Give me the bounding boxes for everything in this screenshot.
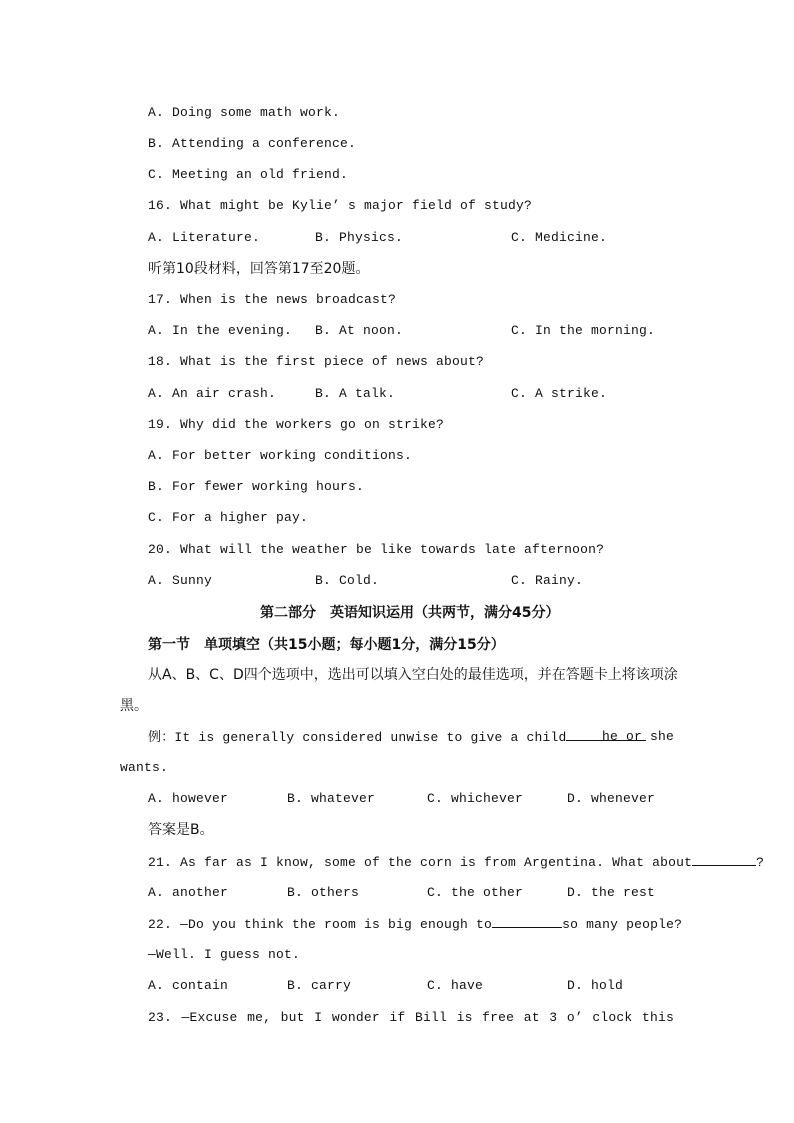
q17-option-b: B. At noon. [315,323,404,338]
q21-question [148,853,764,872]
q15-option-a: A. Doing some math work. [148,105,341,120]
example-question [148,728,674,747]
q16-option-a: A. Literature. [148,230,261,245]
q23-word: I [314,1010,323,1025]
q16-question: 16. What might be Kylie’ s major field of study? [148,198,533,213]
q20-option-c: C. Rainy. [511,573,584,588]
q21-question-prefix: 21. As far as I know, some of the corn is from Argentina. What about [148,855,693,870]
q23-word: is [456,1010,473,1025]
example-option-b: B. whatever [287,791,376,806]
q23-word: 3 [549,1010,558,1025]
q17-option-c: C. In the morning. [511,323,656,338]
section10-note: 听第10段材料，回答第17至20题。 [148,261,370,277]
q18-question: 18. What is the first piece of news about? [148,354,485,369]
q23-word: this [642,1010,675,1025]
q21-option-b: B. others [287,885,360,900]
q23-word: free [482,1010,515,1025]
q20-option-b: B. Cold. [315,573,380,588]
q15-option-c: C. Meeting an old friend. [148,167,349,182]
q21-option-d: D. the rest [567,885,656,900]
q19-question: 19. Why did the workers go on strike? [148,417,445,432]
q16-option-c: C. Medicine. [511,230,608,245]
example-option-a: A. however [148,791,229,806]
q21-blank [692,853,756,866]
q23-word: o’ clock [566,1010,633,1025]
q22-option-b: B. carry [287,978,352,993]
q22-option-c: C. have [427,978,484,993]
q22-question [148,915,682,934]
q18-option-c: C. A strike. [511,386,608,401]
q21-option-a: A. another [148,885,229,900]
q17-option-a: A. In the evening. [148,323,293,338]
example-prefix: 例：It is generally considered unwise to give a child [148,730,567,745]
example-option-c: C. whichever [427,791,524,806]
example-suffix: he or she [601,729,674,744]
q20-question: 20. What will the weather be like towards late afternoon? [148,542,605,557]
q18-option-b: B. A talk. [315,386,396,401]
q23-word: 23. —Excuse [148,1010,238,1025]
q23-word: Bill [414,1010,447,1025]
q22-question-suffix: so many people? [562,917,683,932]
example-option-d: D. whenever [567,791,656,806]
q23-word: me, but [247,1010,305,1025]
q21-option-c: C. the other [427,885,524,900]
q23-question [148,1009,674,1027]
example-answer: 答案是B。 [148,822,214,838]
instruction-line-1: 从A、B、C、D四个选项中，选出可以填入空白处的最佳选项，并在答题卡上将该项涂 [148,667,678,683]
q16-option-b: B. Physics. [315,230,404,245]
q19-option-a: A. For better working conditions. [148,448,413,463]
q22-blank [492,915,562,928]
example-line-2: wants. [120,760,169,775]
q22-question-prefix: 22. —Do you think the room is big enough to [148,917,493,932]
q21-question-suffix: ? [756,855,765,870]
q23-word: at [523,1010,540,1025]
q19-option-c: C. For a higher pay. [148,510,309,525]
q23-word: wonder [331,1010,380,1025]
q20-option-a: A. Sunny [148,573,213,588]
q22-option-a: A. contain [148,978,229,993]
section1-title: 第一节 单项填空（共15小题；每小题1分，满分15分） [148,637,505,653]
q17-question: 17. When is the news broadcast? [148,292,397,307]
q23-word: if [389,1010,406,1025]
instruction-line-2: 黑。 [120,698,148,714]
q22-option-d: D. hold [567,978,624,993]
q15-option-b: B. Attending a conference. [148,136,357,151]
q18-option-a: A. An air crash. [148,386,277,401]
q19-option-b: B. For fewer working hours. [148,479,365,494]
q22-reply: —Well. I guess not. [148,947,301,962]
part2-title: 第二部分 英语知识运用（共两节，满分45分） [260,605,560,621]
